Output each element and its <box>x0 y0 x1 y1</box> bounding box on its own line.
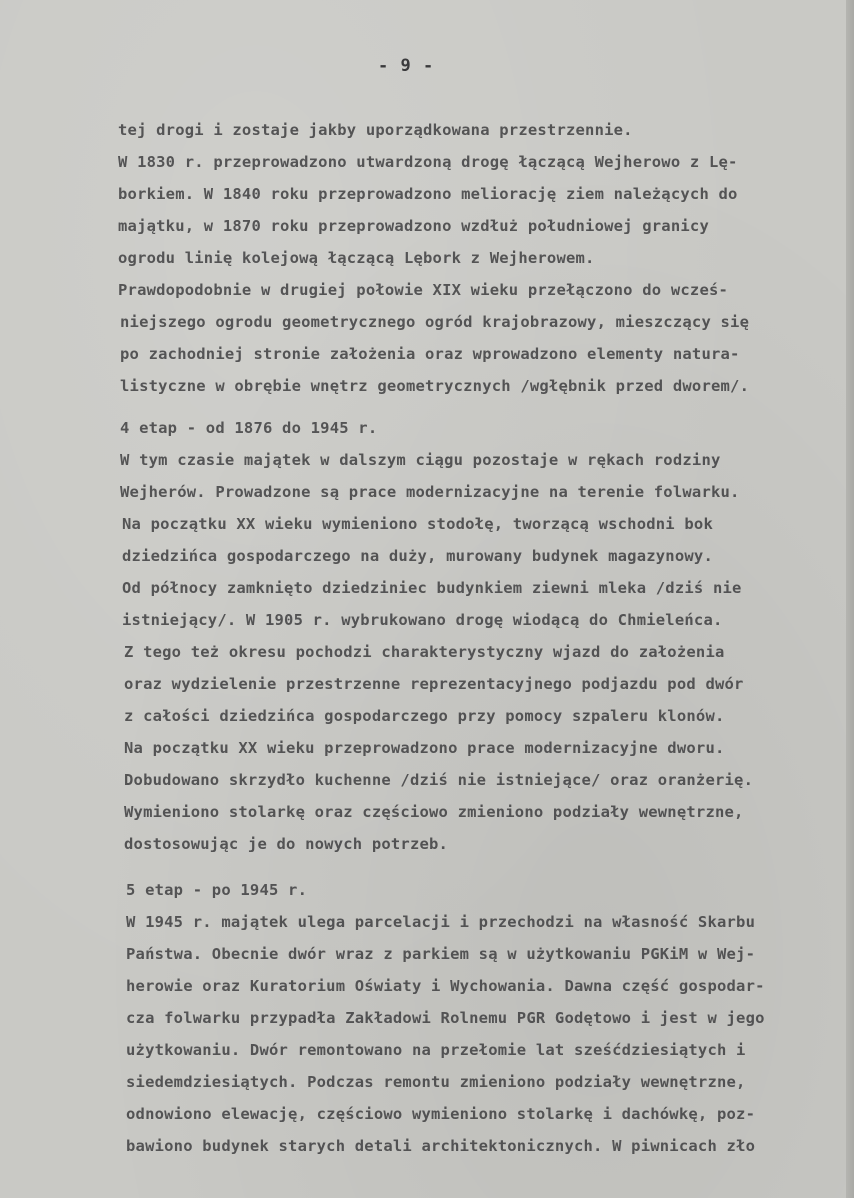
text-line: istniejący/. W 1905 r. wybrukowano drogę wiodącą do Chmieleńca. <box>122 611 723 629</box>
text-line: W tym czasie majątek w dalszym ciągu pozostaje w rękach rodziny <box>120 451 721 469</box>
text-line: Od północy zamknięto dziedziniec budynkiem ziewni mleka /dziś nie <box>122 579 742 597</box>
text-line: odnowiono elewację, częściowo wymieniono stolarkę i dachówkę, poz- <box>126 1105 756 1123</box>
text-line: niejszego ogrodu geometrycznego ogród krajobrazowy, mieszczący się <box>120 313 750 331</box>
text-line: z całości dziedzińca gospodarczego przy pomocy szpaleru klonów. <box>124 707 725 725</box>
text-line: Na początku XX wieku wymieniono stodołę, tworzącą wschodni bok <box>122 515 713 533</box>
section-heading: 5 etap - po 1945 r. <box>126 881 308 899</box>
text-line: W 1945 r. majątek ulega parcelacji i przechodzi na własność Skarbu <box>126 913 756 931</box>
page-edge <box>846 0 854 1198</box>
page-number: - 9 - <box>378 56 435 76</box>
text-line: herowie oraz Kuratorium Oświaty i Wychowania. Dawna część gospodar- <box>126 977 765 995</box>
text-line: Dobudowano skrzydło kuchenne /dziś nie istniejące/ oraz oranżerię. <box>124 771 754 789</box>
text-line: W 1830 r. przeprowadzono utwardzoną drogę łączącą Wejherowo z Lę- <box>118 153 738 171</box>
text-line: tej drogi i zostaje jakby uporządkowana przestrzennie. <box>118 121 633 139</box>
text-line: Na początku XX wieku przeprowadzono prace modernizacyjne dworu. <box>124 739 725 757</box>
text-line: siedemdziesiątych. Podczas remontu zmieniono podziały wewnętrzne, <box>126 1073 746 1091</box>
text-line: Prawdopodobnie w drugiej połowie XIX wieku przełączono do wcześ- <box>118 281 729 299</box>
text-line: oraz wydzielenie przestrzenne reprezentacyjnego podjazdu pod dwór <box>124 675 744 693</box>
text-line: po zachodniej stronie założenia oraz wprowadzono elementy natura- <box>120 345 740 363</box>
text-line: Z tego też okresu pochodzi charakterystyczny wjazd do założenia <box>124 643 725 661</box>
text-line: użytkowaniu. Dwór remontowano na przełomie lat sześćdziesiątych i <box>126 1041 746 1059</box>
text-line: majątku, w 1870 roku przeprowadzono wzdłuż południowej granicy <box>118 217 709 235</box>
text-line: Wymieniono stolarkę oraz częściowo zmieniono podziały wewnętrzne, <box>124 803 744 821</box>
text-line: dziedzińca gospodarczego na duży, murowany budynek magazynowy. <box>122 547 713 565</box>
text-line: Wejherów. Prowadzone są prace modernizacyjne na terenie folwarku. <box>120 483 740 501</box>
text-line: ogrodu linię kolejową łączącą Lębork z Wejherowem. <box>118 249 595 267</box>
text-line: borkiem. W 1840 roku przeprowadzono meliorację ziem należących do <box>118 185 738 203</box>
text-line: listyczne w obrębie wnętrz geometrycznych /wgłębnik przed dworem/. <box>120 377 750 395</box>
section-heading: 4 etap - od 1876 do 1945 r. <box>120 419 378 437</box>
text-line: cza folwarku przypadła Zakładowi Rolnemu PGR Godętowo i jest w jego <box>126 1009 765 1027</box>
text-line: dostosowując je do nowych potrzeb. <box>124 835 449 853</box>
text-line: bawiono budynek starych detali architektonicznych. W piwnicach zło <box>126 1137 756 1155</box>
text-line: Państwa. Obecnie dwór wraz z parkiem są w użytkowaniu PGKiM w Wej- <box>126 945 756 963</box>
